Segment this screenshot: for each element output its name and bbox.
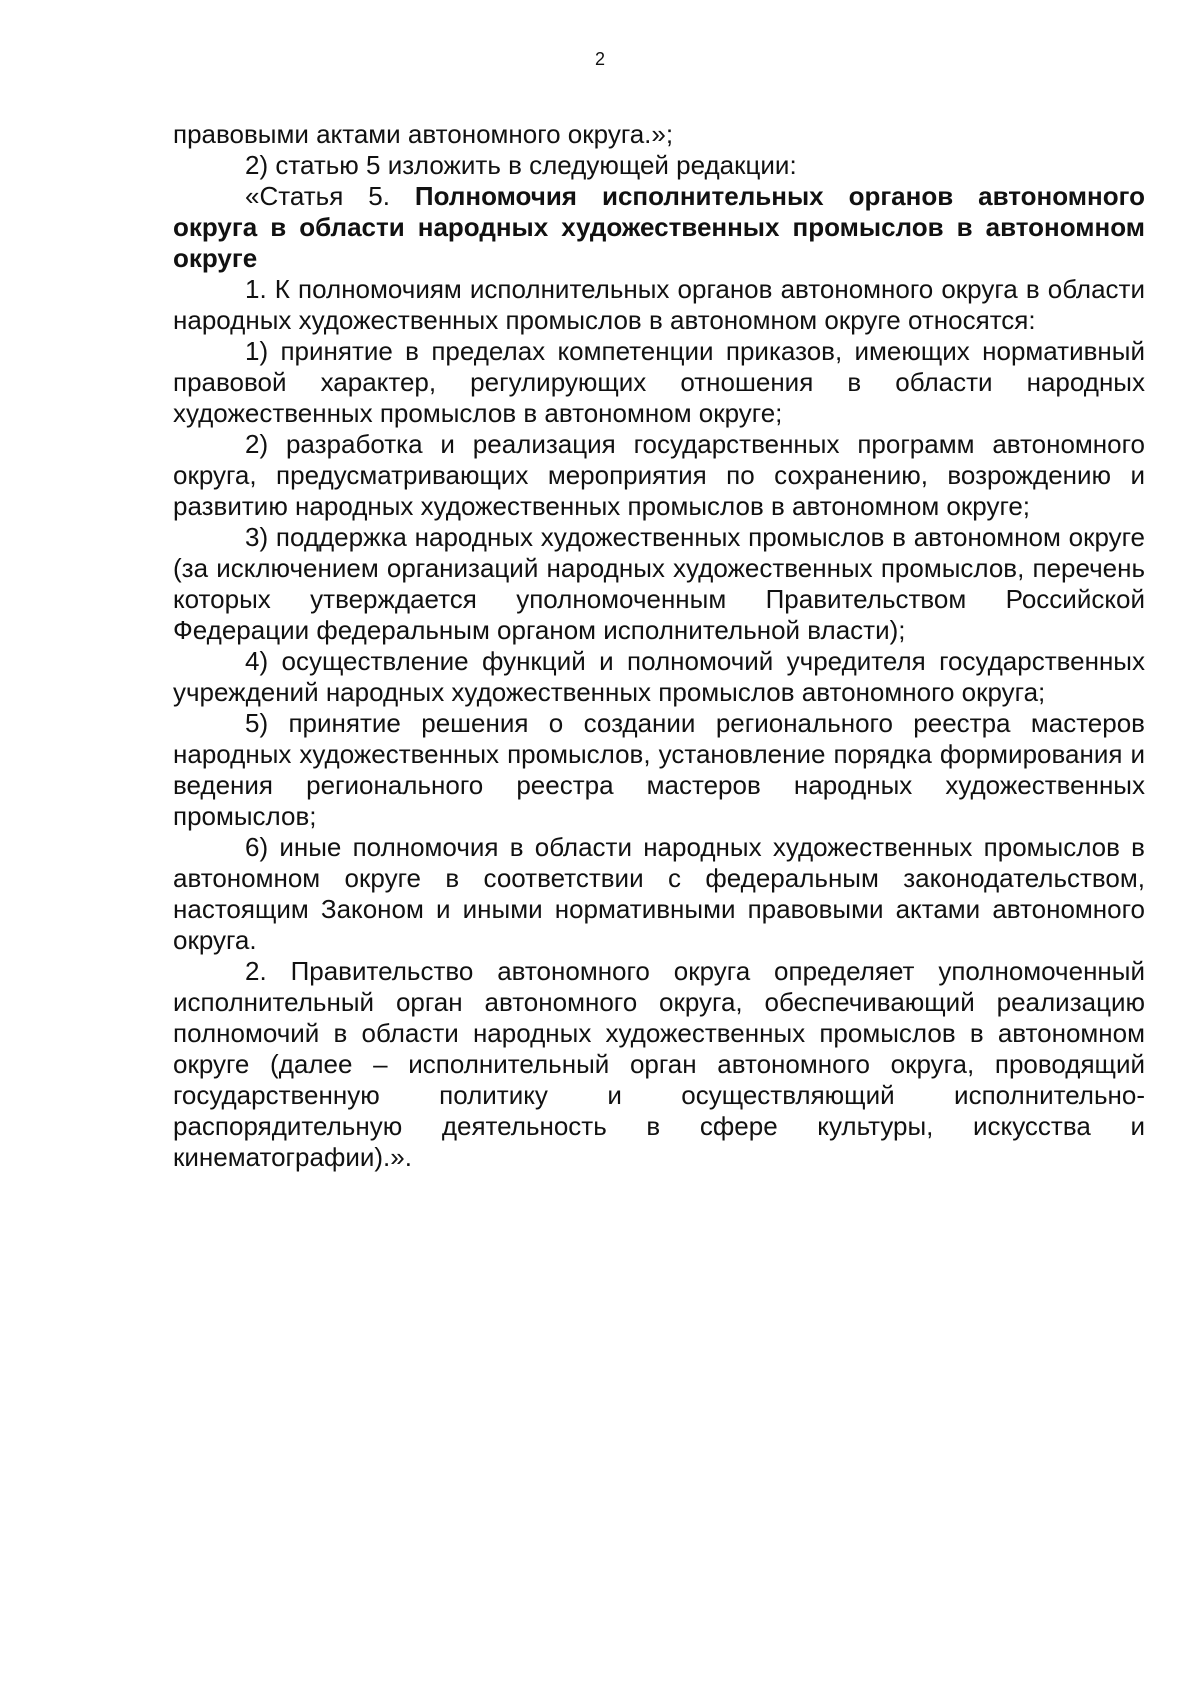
list-item-2: 2) разработка и реализация государственных программ автономного округа, предусматривающих мероприятия по сохранению, возрождению и развитию народных художественных промыслов в автономном округе; (173, 429, 1145, 521)
page-number: 2 (594, 49, 605, 69)
list-item-5: 5) принятие решения о создании регионального реестра мастеров народных художественных промыслов, установление порядка формирования и ведения регионального реестра мастеров народных художественных промыслов; (173, 708, 1145, 831)
paragraph-amendment-2: 2) статью 5 изложить в следующей редакции: (245, 150, 797, 180)
paragraph-part-2: 2. Правительство автономного округа определяет уполномоченный исполнительный орган автономного округа, обеспечивающий реализацию полномочий в области народных художественных промыслов в автономном округе (далее – исполнительный орган автономного округа, проводящий государственную политику и осуществляющий исполнительно-распорядительную деятельность в сфере культуры, искусства и кинематографии).». (173, 956, 1145, 1172)
paragraph-continuation: правовыми актами автономного округа.»; (173, 119, 674, 149)
paragraph-part-1: 1. К полномочиям исполнительных органов автономного округа в области народных художественных промыслов в автономном округе относятся: (173, 274, 1145, 335)
list-item-3: 3) поддержка народных художественных промыслов в автономном округе (за исключением организаций народных художественных промыслов, перечень которых утверждается уполномоченным Правительством Российской Федерации федеральным органом исполнительной власти); (173, 522, 1145, 645)
article-heading (173, 181, 1145, 274)
list-item-6: 6) иные полномочия в области народных художественных промыслов в автономном округе в соответствии с федеральным законодательством, настоящим Законом и иными нормативными правовыми актами автономного округа. (173, 832, 1145, 955)
document-body (173, 119, 1145, 1173)
article-prefix: «Статья 5. (245, 181, 415, 211)
article-title: Полномочия исполнительных органов автономного округа в области народных художественных промыслов в автономном округе (173, 181, 1145, 273)
list-item-4: 4) осуществление функций и полномочий учредителя государственных учреждений народных художественных промыслов автономного округа; (173, 646, 1145, 707)
list-item-1: 1) принятие в пределах компетенции приказов, имеющих нормативный правовой характер, регулирующих отношения в области народных художественных промыслов в автономном округе; (173, 336, 1145, 428)
